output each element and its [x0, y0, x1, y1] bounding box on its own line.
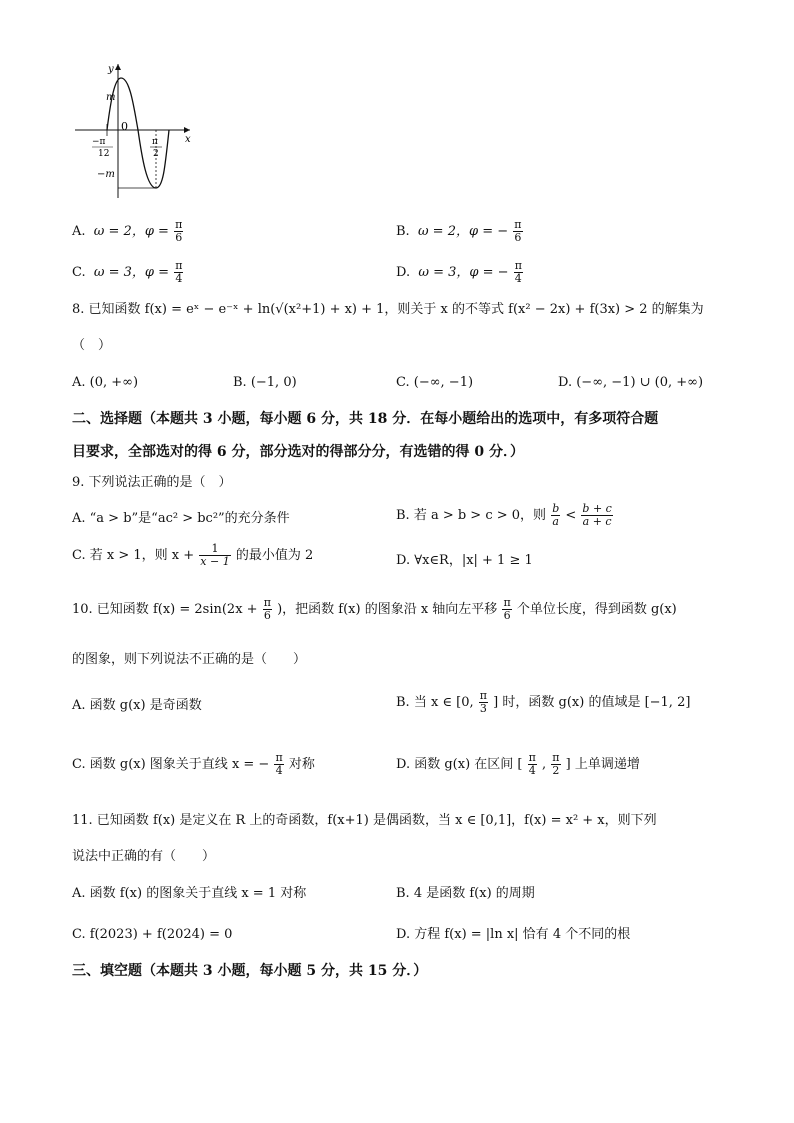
x-right-den: 2: [153, 149, 159, 159]
x-left-den: 12: [98, 149, 110, 159]
q8-option-a: A. (0, +∞): [72, 375, 139, 390]
m-label: m: [106, 92, 116, 103]
q11-option-d: D. 方程 f(x) = |ln x| 恰有 4 个不同的根: [396, 927, 631, 942]
x-label: x: [185, 134, 191, 145]
q11-stem-line2: 说法中正确的有（ ）: [72, 849, 216, 864]
section2-header-line1: 二、选择题（本题共 3 小题，每小题 6 分，共 18 分．在每小题给出的选项中，有多项符合题: [72, 411, 659, 427]
x-left-num: −π: [92, 137, 106, 147]
sine-curve: [107, 78, 169, 188]
q9-option-a: A. “a > b”是“ac² > bc²”的充分条件: [72, 511, 290, 526]
q8-paren: （ ）: [72, 338, 112, 353]
q10-option-d: D. 函数 g(x) 在区间 [ $\frac{\pi}{4}$ , $\frac{\pi}{2}$ ] 上单调递增: [396, 751, 640, 777]
q9-stem: 9. 下列说法正确的是（ ）: [72, 475, 232, 490]
section2-header-line2: 目要求，全部选对的得 6 分，部分选对的得部分分，有选错的得 0 分．）: [72, 444, 524, 460]
sine-graph-figure: [70, 58, 200, 200]
q7-option-b: B. ω = 2，φ = − $\frac{\pi}{6}$: [396, 218, 522, 244]
origin-label: 0: [121, 120, 128, 133]
q11-option-c: C. f(2023) + f(2024) = 0: [72, 927, 233, 942]
q9-option-d: D. ∀x∈R，|x| + 1 ≥ 1: [396, 553, 533, 568]
q7-option-d: D. ω = 3，φ = − $\frac{\pi}{4}$: [396, 259, 522, 285]
q11-option-b: B. 4 是函数 f(x) 的周期: [396, 886, 535, 901]
q9-option-b: B. 若 a > b > c > 0，则 $\frac{b}{a}$ < $\frac{b + c}{a + c}$: [396, 502, 612, 528]
q10-option-b: B. 当 x ∈ [0, $\frac{\pi}{3}$ ] 时，函数 g(x) 的值域是 [−1, 2]: [396, 689, 691, 715]
x-axis-arrow: [184, 127, 190, 133]
q10-stem-line2: 的图象，则下列说法不正确的是（ ）: [72, 652, 307, 667]
section3-header: 三、填空题（本题共 3 小题，每小题 5 分，共 15 分．）: [72, 963, 428, 979]
x-right-num: π: [152, 137, 158, 147]
q8-stem: 8. 已知函数 f(x) = eˣ − e⁻ˣ + ln(√(x²+1) + x) + 1，则关于 x 的不等式 f(x² − 2x) + f(3x) > 2 的解集为: [72, 302, 704, 317]
neg-m-label: −m: [97, 169, 115, 180]
q8-option-d: D. (−∞, −1) ∪ (0, +∞): [558, 375, 704, 390]
q11-option-a: A. 函数 f(x) 的图象关于直线 x = 1 对称: [72, 886, 307, 901]
q8-option-c: C. (−∞, −1): [396, 375, 474, 390]
q10-stem: 10. 已知函数 f(x) = 2sin(2x + $\frac{\pi}{6}$ )，把函数 f(x) 的图象沿 x 轴向左平移 $\frac{\pi}{6}$ 个单位长度，得到函数 g(x): [72, 596, 677, 622]
y-label: y: [108, 64, 114, 75]
y-axis-arrow: [115, 64, 121, 70]
q8-option-b: B. (−1, 0): [233, 375, 297, 390]
q10-option-c: C. 函数 g(x) 图象关于直线 x = − $\frac{\pi}{4}$ 对称: [72, 751, 315, 777]
q7-option-c: C. ω = 3，φ = $\frac{\pi}{4}$: [72, 259, 183, 285]
q10-option-a: A. 函数 g(x) 是奇函数: [72, 698, 202, 713]
q9-option-c: C. 若 x > 1，则 x + $\frac{1}{x - 1}$ 的最小值为 2: [72, 542, 314, 568]
q7-option-a: A. ω = 2，φ = $\frac{\pi}{6}$: [72, 218, 183, 244]
q11-stem: 11. 已知函数 f(x) 是定义在 R 上的奇函数，f(x+1) 是偶函数，当 x ∈ [0,1]，f(x) = x² + x，则下列: [72, 813, 657, 828]
